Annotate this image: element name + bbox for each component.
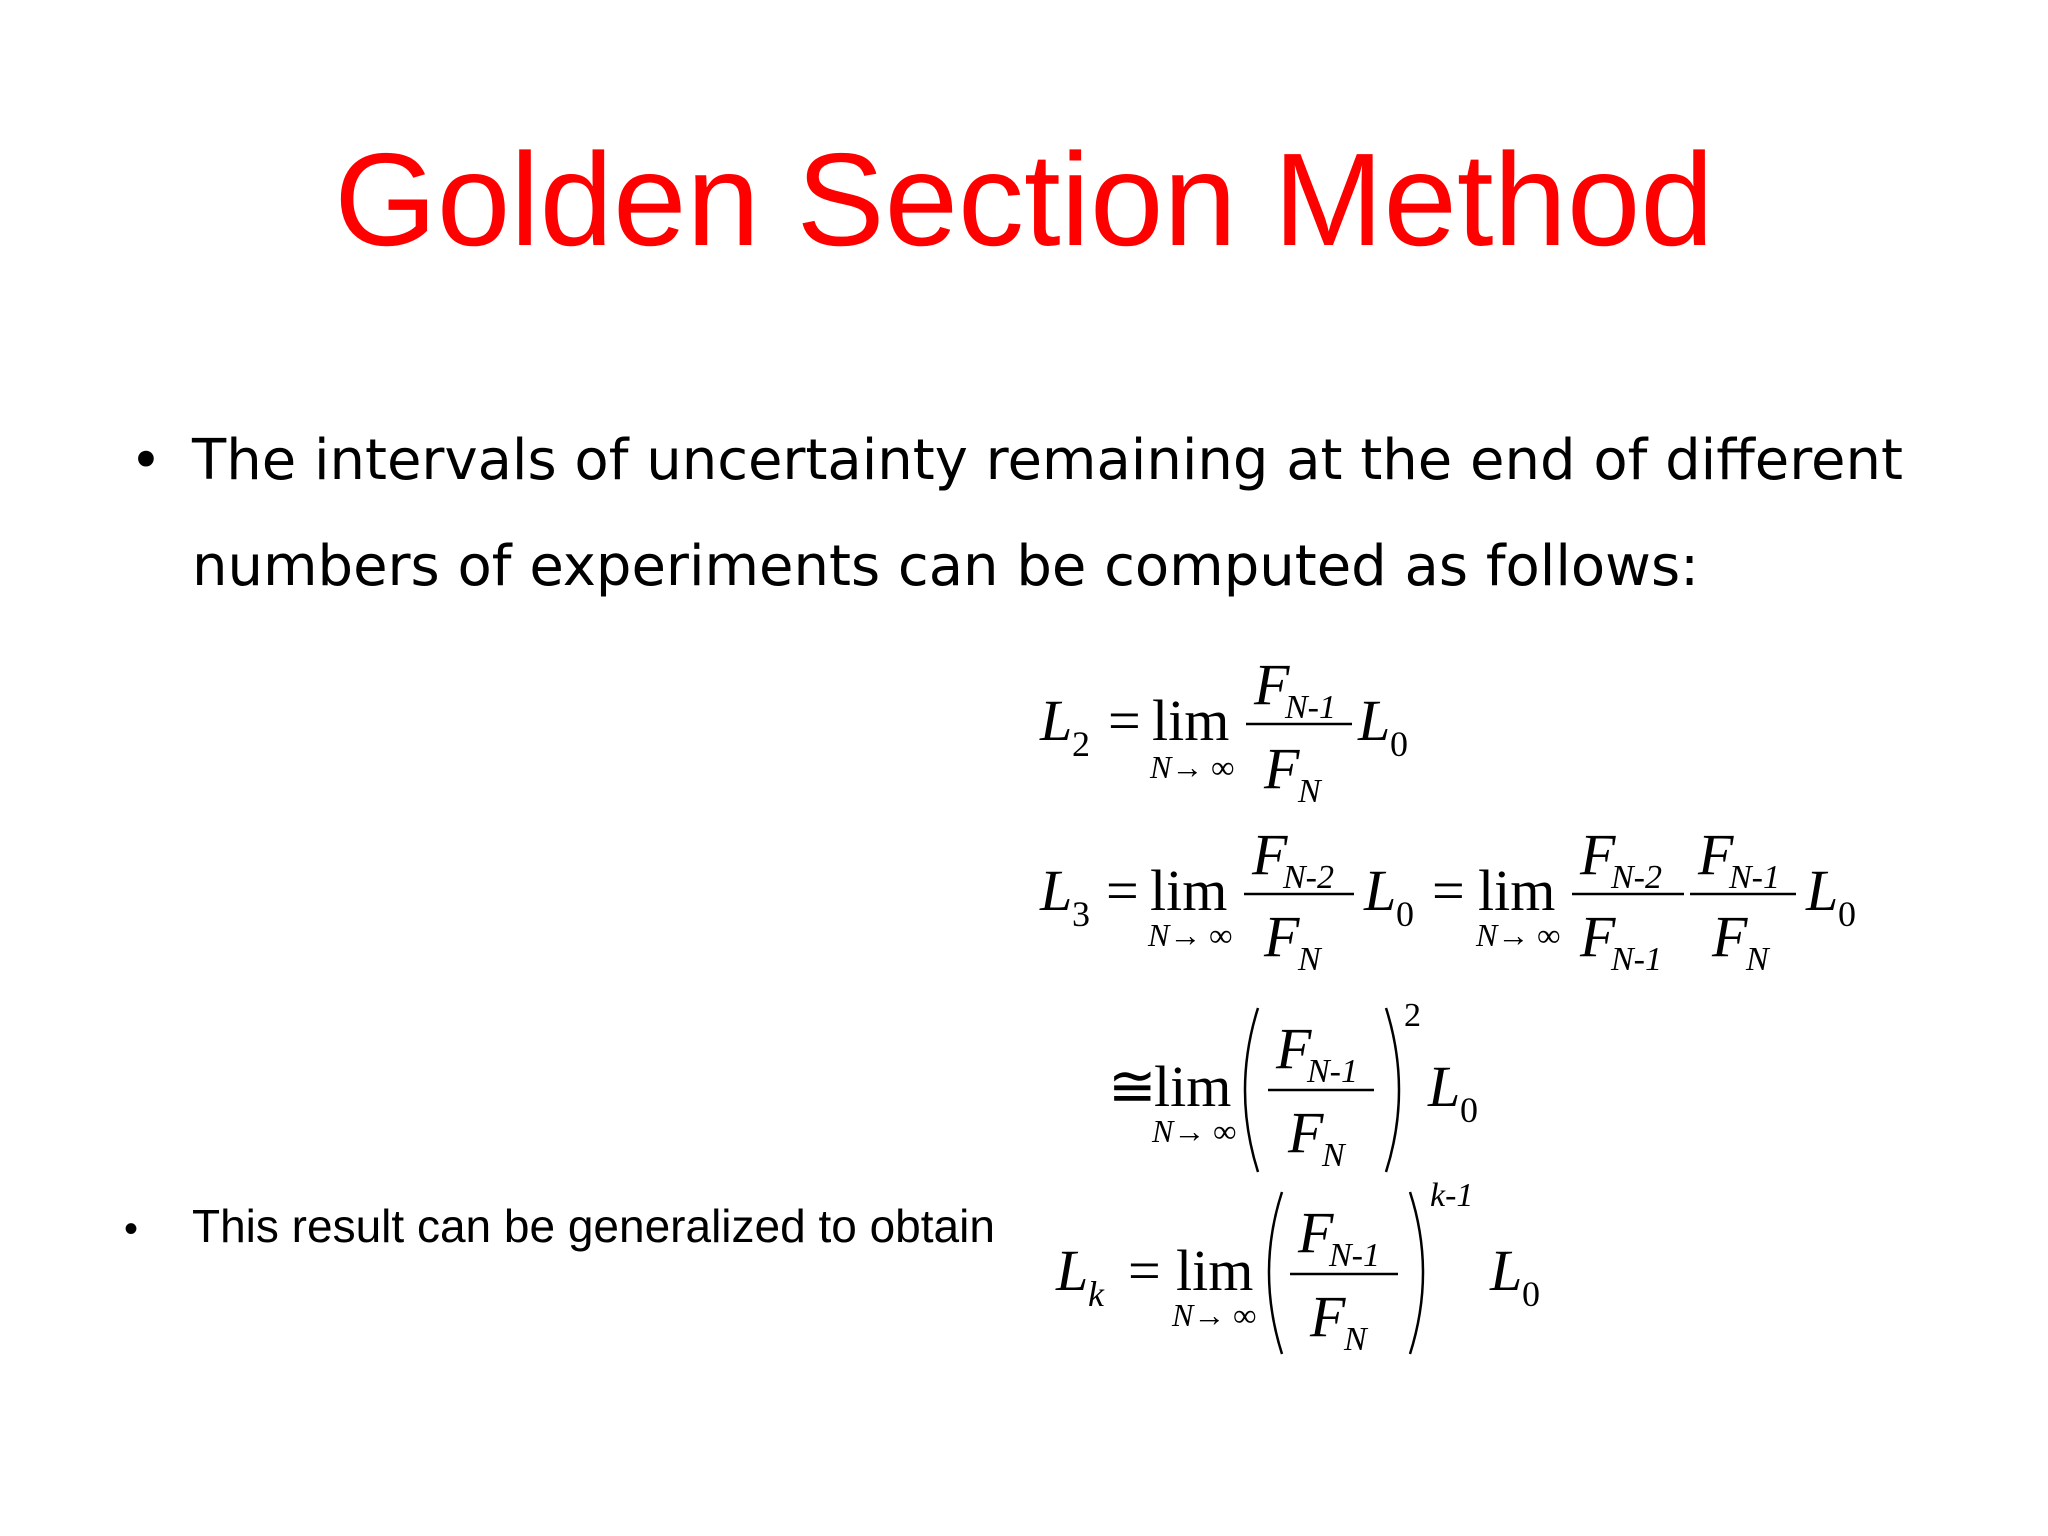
eq-L3-frac2-den-var: F [1580,904,1616,969]
eq-approx-num-sub: N-1 [1307,1053,1358,1090]
eq-approx-exponent: 2 [1404,997,1421,1034]
eq-L3-mid-sub: 0 [1396,894,1414,934]
eq-L3-frac3-den-var: F [1712,904,1748,969]
eq-L3-frac1-den-var: F [1264,904,1300,969]
eq-Lk-left-paren [1269,1192,1282,1354]
eq-L2-lhs-var: L [1040,688,1073,753]
eq-L3-frac2-num-sub: N-2 [1611,859,1662,896]
eq-L3-frac1-den-sub: N [1298,941,1321,978]
eq-Lk-num-sub: N-1 [1329,1237,1380,1274]
eq-approx-lim: lim [1154,1054,1232,1119]
eq-L3-frac1-num-var: F [1252,822,1288,887]
eq-L3-lim-2: lim [1478,858,1556,923]
eq-L3-limit-sub-2: N→ ∞ [1476,917,1561,953]
eq-approx-right-paren [1386,1008,1399,1172]
eq-L3-lim: lim [1150,858,1228,923]
eq-L2-lhs-sub: 2 [1072,724,1090,764]
equation-L3 [1039,822,1856,978]
eq-L2-den-sub: N [1298,773,1321,810]
eq-L2-num-sub: N-1 [1285,689,1336,726]
eq-Lk-num-var: F [1298,1200,1334,1265]
eq-L3-equals: = [1106,858,1139,923]
eq-Lk-den-var: F [1310,1284,1346,1349]
eq-approx-rhs-sub: 0 [1460,1090,1478,1130]
eq-L3-frac3-num-sub: N-1 [1729,859,1780,896]
eq-Lk-limit-sub: N→ ∞ [1172,1297,1257,1333]
eq-approx-limit-sub: N→ ∞ [1152,1113,1237,1149]
eq-Lk-right-paren [1410,1192,1423,1354]
eq-L2-den-var: F [1264,736,1300,801]
eq-approx-left-paren [1245,1008,1258,1172]
eq-Lk-lhs-sub: k [1088,1274,1104,1314]
eq-L3-limit-sub: N→ ∞ [1148,917,1233,953]
eq-L3-frac2-num-var: F [1580,822,1616,887]
eq-approx-rhs-var: L [1428,1054,1461,1119]
eq-L3-frac1-num-sub: N-2 [1283,859,1334,896]
eq-L3-equals-2: = [1432,858,1465,923]
eq-L2-lim: lim [1152,688,1230,753]
eq-L3-mid-var: L [1364,858,1397,923]
eq-approx-den-sub: N [1322,1137,1345,1174]
eq-L3-rhs-sub: 0 [1838,894,1856,934]
eq-Lk-exponent: k-1 [1430,1177,1474,1214]
eq-L3-frac3-num-var: F [1698,822,1734,887]
bullet-text-intervals: The intervals of uncertainty remaining at the end of different numbers of experiments can be computed as follows: [192,428,1903,599]
eq-L3-rhs-var: L [1806,858,1839,923]
equation-L2 [1039,652,1408,810]
bullet-dot-icon: • [124,1207,139,1251]
eq-L3-lhs-var: L [1040,858,1073,923]
eq-L3-frac2-den-sub: N-1 [1611,941,1662,978]
bullet-text-generalized: This result can be generalized to obtain [192,1200,995,1252]
slide-title: Golden Section Method [334,126,1714,273]
equation-approx [1108,997,1478,1174]
eq-L3-lhs-sub: 3 [1072,894,1090,934]
eq-Lk-lim: lim [1176,1238,1254,1303]
eq-L2-rhs-sub: 0 [1390,724,1408,764]
eq-Lk-rhs-sub: 0 [1522,1274,1540,1314]
eq-Lk-equals: = [1128,1238,1161,1303]
eq-L2-limit-sub: N→ ∞ [1150,749,1235,785]
eq-approx-num-var: F [1276,1016,1312,1081]
eq-L2-rhs-var: L [1358,688,1391,753]
eq-approx-den-var: F [1288,1100,1324,1165]
equation-Lk [1055,1177,1540,1358]
eq-Lk-den-sub: N [1344,1321,1367,1358]
eq-Lk-rhs-var: L [1490,1238,1523,1303]
eq-L2-num-var: F [1254,652,1290,717]
eq-L2-equals: = [1108,688,1141,753]
bullet-dot-icon: • [130,429,162,492]
eq-approx-relation: ≅ [1108,1054,1157,1119]
eq-L3-frac3-den-sub: N [1746,941,1769,978]
eq-Lk-lhs-var: L [1056,1238,1089,1303]
